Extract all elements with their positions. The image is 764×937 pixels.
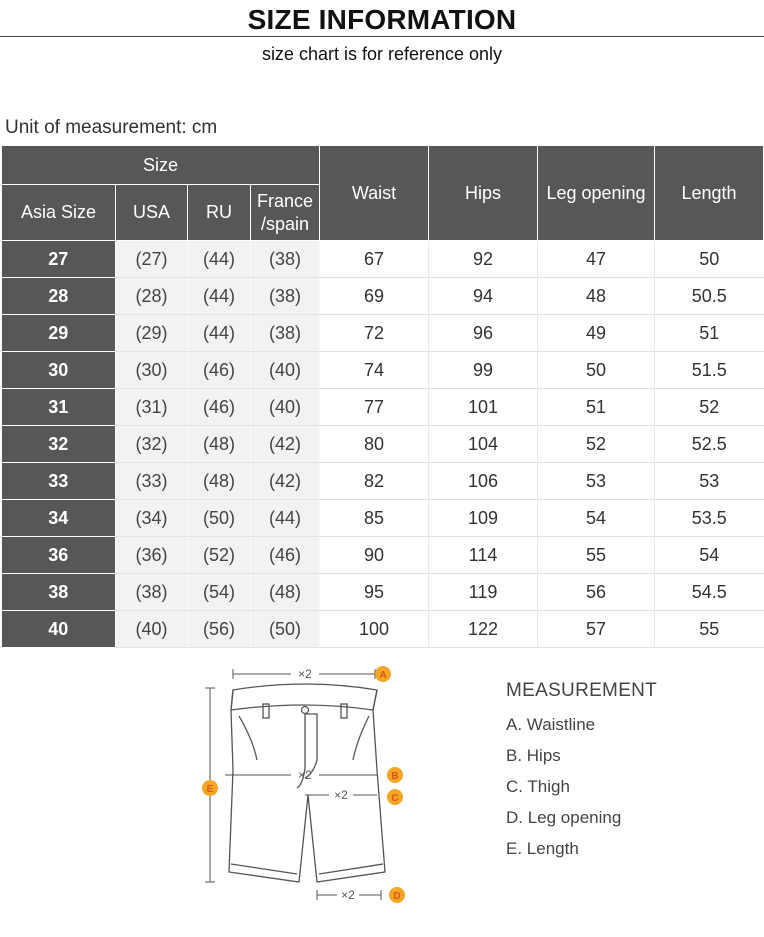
cell-usa: (32) [116,426,188,463]
cell-france-spain: (42) [251,426,320,463]
cell-length: 52.5 [655,426,764,463]
legend-item-waistline: A. Waistline [506,715,596,734]
size-chart-table [1,145,764,648]
cell-asia-size: 31 [2,389,116,426]
cell-leg-opening: 51 [538,389,655,426]
table-row [2,278,764,315]
cell-hips: 109 [429,500,538,537]
cell-usa: (36) [116,537,188,574]
cell-hips: 119 [429,574,538,611]
marker-c: C [391,793,399,804]
table-row [2,352,764,389]
header-asia-size: Asia Size [2,185,116,241]
page-subtitle: size chart is for reference only [261,44,503,64]
cell-asia-size: 34 [2,500,116,537]
measurement-legend [506,680,657,871]
cell-length: 54 [655,537,764,574]
cell-waist: 82 [320,463,429,500]
cell-asia-size: 28 [2,278,116,315]
cell-asia-size: 38 [2,574,116,611]
legend-item-length: E. Length [506,839,579,858]
cell-leg-opening: 57 [538,611,655,648]
cell-hips: 92 [429,241,538,278]
cell-length: 53 [655,463,764,500]
cell-leg-opening: 54 [538,500,655,537]
cell-leg-opening: 50 [538,352,655,389]
cell-asia-size: 27 [2,241,116,278]
marker-d: D [393,891,401,902]
cell-length: 54.5 [655,574,764,611]
header-hips: Hips [429,146,538,241]
cell-asia-size: 40 [2,611,116,648]
title-divider [0,36,764,37]
cell-waist: 80 [320,426,429,463]
table-row [2,426,764,463]
cell-waist: 85 [320,500,429,537]
unit-label: Unit of measurement: cm [5,117,218,138]
cell-usa: (33) [116,463,188,500]
legend-title: MEASUREMENT [506,680,658,701]
cell-leg-opening: 56 [538,574,655,611]
cell-france-spain: (38) [251,241,320,278]
header-ru: RU [188,185,251,241]
header-leg-opening: Leg opening [538,146,655,241]
table-row [2,389,764,426]
cell-ru: (54) [188,574,251,611]
cell-asia-size: 30 [2,352,116,389]
cell-ru: (52) [188,537,251,574]
multiplier-thigh: ×2 [334,788,348,802]
multiplier-waist: ×2 [298,667,312,681]
cell-asia-size: 32 [2,426,116,463]
legend-item-leg-opening: D. Leg opening [506,808,622,827]
cell-asia-size: 29 [2,315,116,352]
cell-usa: (40) [116,611,188,648]
cell-waist: 69 [320,278,429,315]
cell-waist: 77 [320,389,429,426]
cell-ru: (46) [188,389,251,426]
table-row [2,537,764,574]
cell-hips: 114 [429,537,538,574]
size-table-body [2,241,764,648]
cell-hips: 104 [429,426,538,463]
cell-asia-size: 33 [2,463,116,500]
cell-france-spain: (48) [251,574,320,611]
cell-ru: (44) [188,241,251,278]
header-length: Length [655,146,764,241]
legend-item-hips: B. Hips [506,746,561,765]
cell-ru: (56) [188,611,251,648]
cell-hips: 106 [429,463,538,500]
header-usa: USA [116,185,188,241]
cell-usa: (38) [116,574,188,611]
cell-waist: 74 [320,352,429,389]
cell-france-spain: (46) [251,537,320,574]
cell-usa: (30) [116,352,188,389]
cell-leg-opening: 55 [538,537,655,574]
cell-waist: 100 [320,611,429,648]
table-row [2,611,764,648]
cell-usa: (31) [116,389,188,426]
cell-length: 51 [655,315,764,352]
cell-waist: 90 [320,537,429,574]
cell-leg-opening: 48 [538,278,655,315]
cell-leg-opening: 47 [538,241,655,278]
cell-length: 51.5 [655,352,764,389]
cell-usa: (34) [116,500,188,537]
table-row [2,500,764,537]
cell-ru: (44) [188,315,251,352]
cell-ru: (50) [188,500,251,537]
table-row [2,574,764,611]
cell-ru: (46) [188,352,251,389]
cell-length: 50 [655,241,764,278]
cell-france-spain: (38) [251,315,320,352]
cell-hips: 122 [429,611,538,648]
cell-waist: 72 [320,315,429,352]
cell-length: 55 [655,611,764,648]
cell-france-spain: (40) [251,352,320,389]
cell-hips: 96 [429,315,538,352]
size-group-header: Size [2,146,320,185]
cell-hips: 99 [429,352,538,389]
cell-length: 52 [655,389,764,426]
table-row [2,241,764,278]
cell-leg-opening: 49 [538,315,655,352]
cell-france-spain: (38) [251,278,320,315]
legend-item-thigh: C. Thigh [506,777,570,796]
marker-e: E [206,784,214,795]
header-waist: Waist [320,146,429,241]
cell-france-spain: (44) [251,500,320,537]
cell-waist: 95 [320,574,429,611]
multiplier-hips: ×2 [298,768,312,782]
cell-france-spain: (42) [251,463,320,500]
header-france-spain: France /spain [251,185,320,241]
shorts-diagram-icon [195,660,420,910]
marker-b: B [391,771,399,782]
cell-leg-opening: 52 [538,426,655,463]
cell-usa: (28) [116,278,188,315]
marker-a: A [379,670,387,681]
cell-ru: (44) [188,278,251,315]
cell-leg-opening: 53 [538,463,655,500]
cell-length: 53.5 [655,500,764,537]
cell-usa: (29) [116,315,188,352]
table-row [2,315,764,352]
cell-ru: (48) [188,463,251,500]
cell-waist: 67 [320,241,429,278]
cell-hips: 94 [429,278,538,315]
cell-france-spain: (50) [251,611,320,648]
table-row [2,463,764,500]
page-title: SIZE INFORMATION [247,4,517,35]
cell-ru: (48) [188,426,251,463]
cell-length: 50.5 [655,278,764,315]
cell-france-spain: (40) [251,389,320,426]
cell-usa: (27) [116,241,188,278]
cell-hips: 101 [429,389,538,426]
multiplier-leg-opening: ×2 [341,888,355,902]
cell-asia-size: 36 [2,537,116,574]
